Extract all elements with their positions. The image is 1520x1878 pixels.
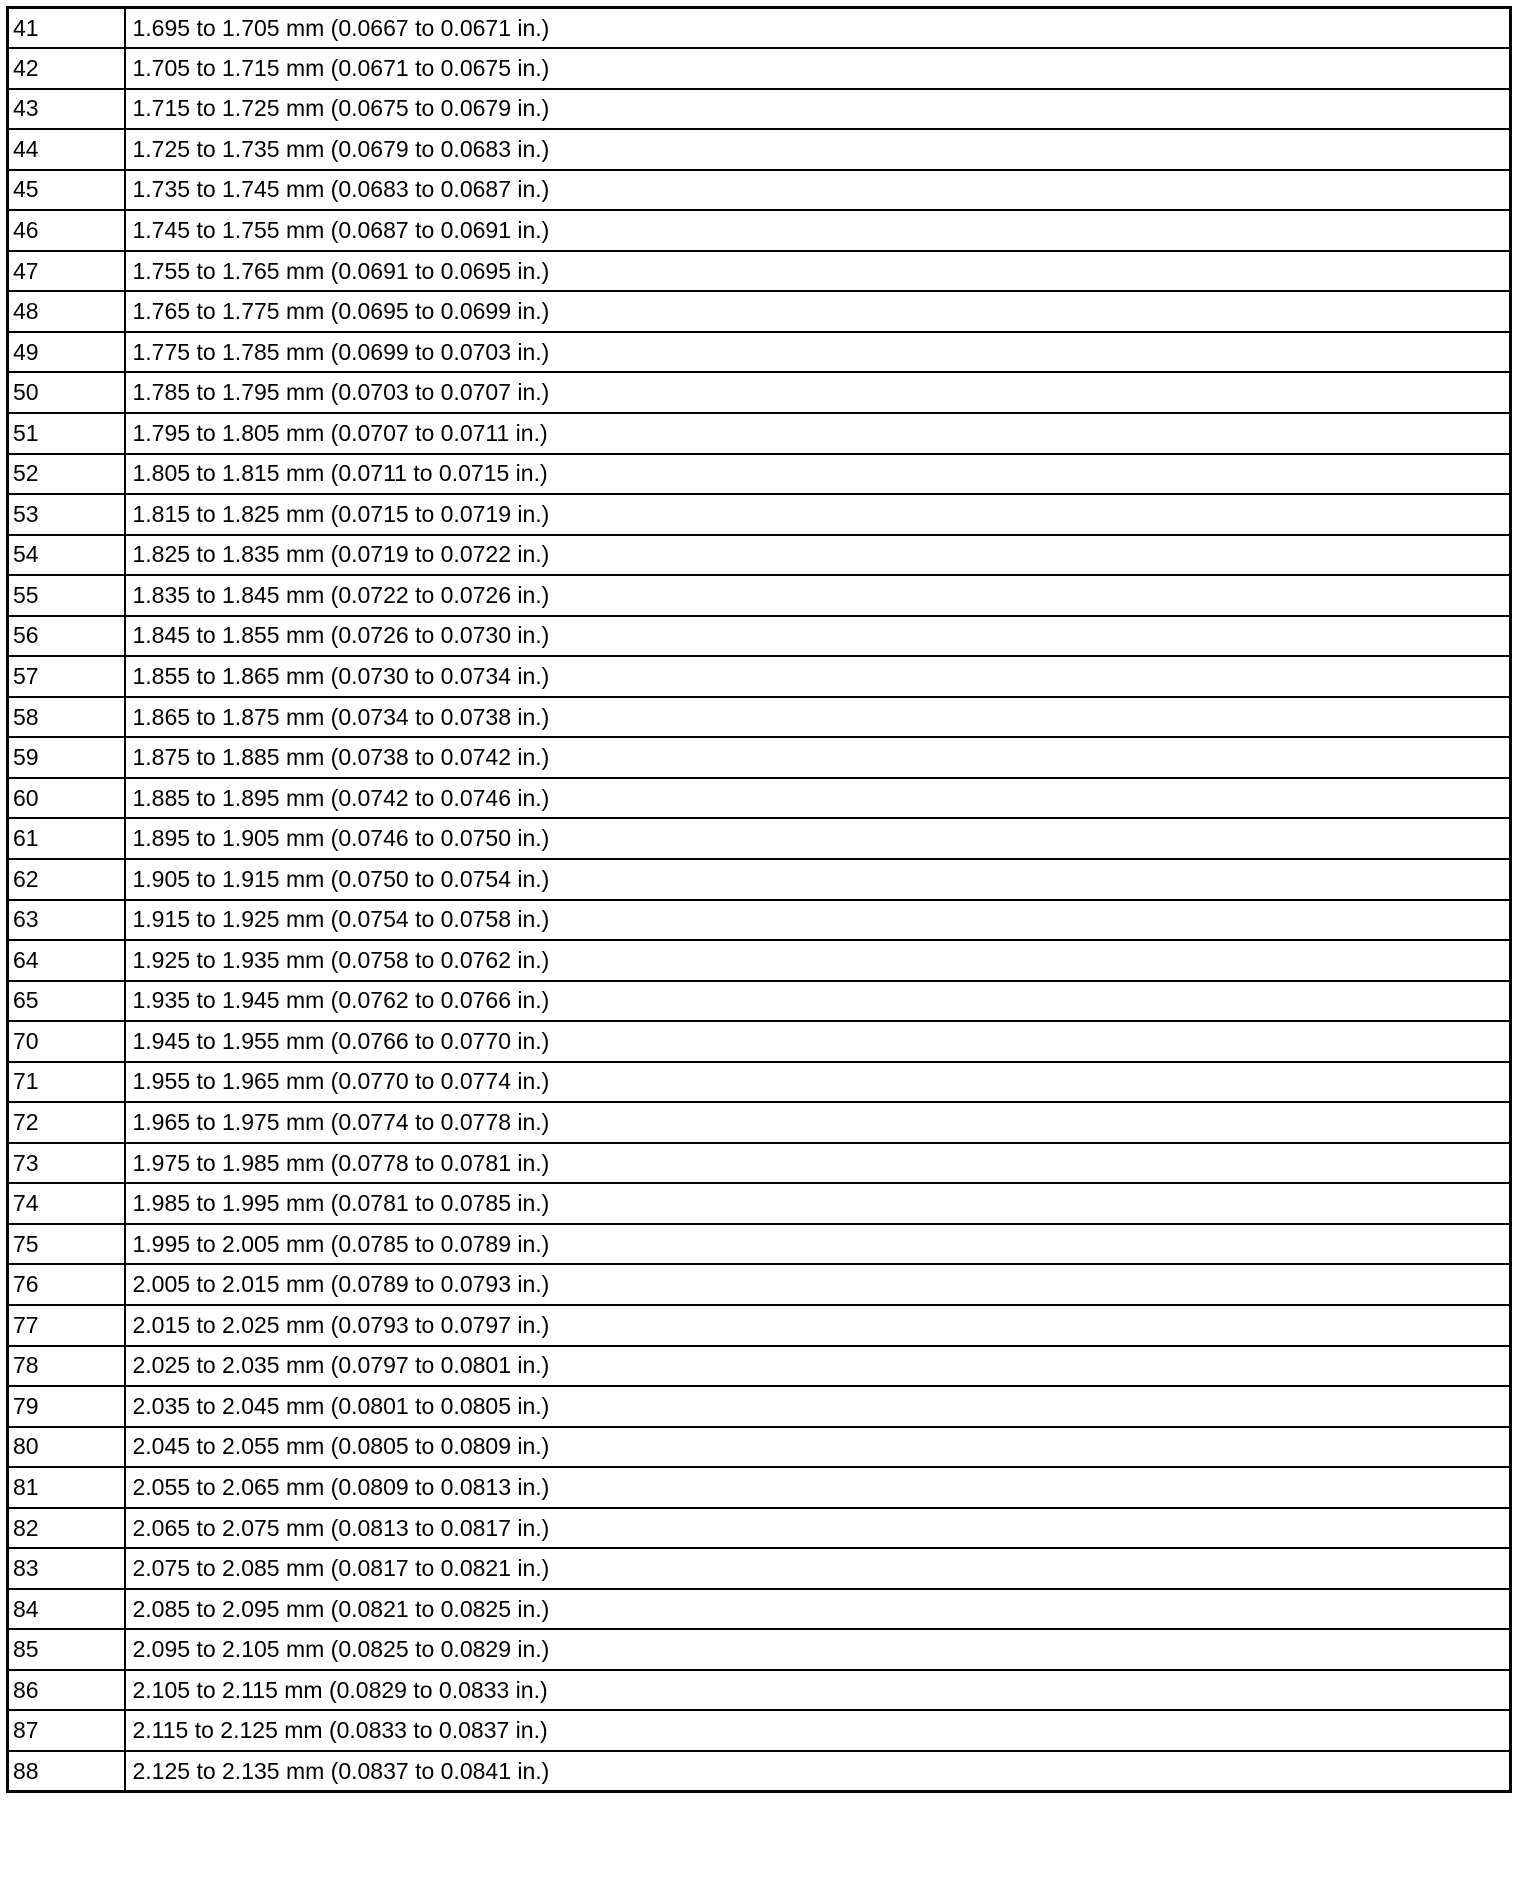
- mark-number-cell: 64: [8, 940, 125, 981]
- mark-number-cell: 41: [8, 8, 125, 49]
- table-row: [8, 1670, 1511, 1711]
- mark-number-cell: 71: [8, 1062, 125, 1103]
- table-row: [8, 1386, 1511, 1427]
- mark-number-cell: 80: [8, 1427, 125, 1468]
- table-row: [8, 251, 1511, 292]
- thickness-range-cell: 1.965 to 1.975 mm (0.0774 to 0.0778 in.): [125, 1102, 1511, 1143]
- thickness-table: [6, 6, 1512, 1793]
- mark-number-cell: 48: [8, 291, 125, 332]
- thickness-range-cell: 1.835 to 1.845 mm (0.0722 to 0.0726 in.): [125, 575, 1511, 616]
- thickness-range-cell: 2.035 to 2.045 mm (0.0801 to 0.0805 in.): [125, 1386, 1511, 1427]
- thickness-range-cell: 1.695 to 1.705 mm (0.0667 to 0.0671 in.): [125, 8, 1511, 49]
- table-row: [8, 1062, 1511, 1103]
- mark-number-cell: 79: [8, 1386, 125, 1427]
- thickness-range-cell: 1.985 to 1.995 mm (0.0781 to 0.0785 in.): [125, 1183, 1511, 1224]
- table-row: [8, 575, 1511, 616]
- mark-number-cell: 50: [8, 372, 125, 413]
- thickness-range-cell: 2.025 to 2.035 mm (0.0797 to 0.0801 in.): [125, 1346, 1511, 1387]
- mark-number-cell: 47: [8, 251, 125, 292]
- table-row: [8, 981, 1511, 1022]
- thickness-range-cell: 2.115 to 2.125 mm (0.0833 to 0.0837 in.): [125, 1710, 1511, 1751]
- table-row: [8, 535, 1511, 576]
- table-row: [8, 210, 1511, 251]
- table-row: [8, 291, 1511, 332]
- mark-number-cell: 61: [8, 818, 125, 859]
- thickness-range-cell: 2.125 to 2.135 mm (0.0837 to 0.0841 in.): [125, 1751, 1511, 1792]
- table-row: [8, 1183, 1511, 1224]
- table-row: [8, 89, 1511, 130]
- thickness-range-cell: 1.825 to 1.835 mm (0.0719 to 0.0722 in.): [125, 535, 1511, 576]
- mark-number-cell: 44: [8, 129, 125, 170]
- thickness-range-cell: 1.905 to 1.915 mm (0.0750 to 0.0754 in.): [125, 859, 1511, 900]
- table-row: [8, 1629, 1511, 1670]
- table-row: [8, 1264, 1511, 1305]
- thickness-range-cell: 1.815 to 1.825 mm (0.0715 to 0.0719 in.): [125, 494, 1511, 535]
- thickness-range-cell: 2.105 to 2.115 mm (0.0829 to 0.0833 in.): [125, 1670, 1511, 1711]
- table-row: [8, 1143, 1511, 1184]
- thickness-range-cell: 2.045 to 2.055 mm (0.0805 to 0.0809 in.): [125, 1427, 1511, 1468]
- table-row: [8, 1021, 1511, 1062]
- table-row: [8, 697, 1511, 738]
- mark-number-cell: 43: [8, 89, 125, 130]
- thickness-range-cell: 1.955 to 1.965 mm (0.0770 to 0.0774 in.): [125, 1062, 1511, 1103]
- thickness-range-cell: 1.925 to 1.935 mm (0.0758 to 0.0762 in.): [125, 940, 1511, 981]
- spec-sheet: [6, 6, 1512, 1872]
- thickness-range-cell: 1.945 to 1.955 mm (0.0766 to 0.0770 in.): [125, 1021, 1511, 1062]
- table-row: [8, 737, 1511, 778]
- mark-number-cell: 83: [8, 1548, 125, 1589]
- mark-number-cell: 57: [8, 656, 125, 697]
- table-row: [8, 8, 1511, 49]
- table-row: [8, 818, 1511, 859]
- mark-number-cell: 46: [8, 210, 125, 251]
- table-row: [8, 1467, 1511, 1508]
- mark-number-cell: 58: [8, 697, 125, 738]
- mark-number-cell: 55: [8, 575, 125, 616]
- table-row: [8, 616, 1511, 657]
- mark-number-cell: 86: [8, 1670, 125, 1711]
- table-row: [8, 1589, 1511, 1630]
- mark-number-cell: 62: [8, 859, 125, 900]
- mark-number-cell: 53: [8, 494, 125, 535]
- table-row: [8, 1346, 1511, 1387]
- thickness-range-cell: 1.765 to 1.775 mm (0.0695 to 0.0699 in.): [125, 291, 1511, 332]
- thickness-range-cell: 1.895 to 1.905 mm (0.0746 to 0.0750 in.): [125, 818, 1511, 859]
- mark-number-cell: 76: [8, 1264, 125, 1305]
- thickness-range-cell: 2.055 to 2.065 mm (0.0809 to 0.0813 in.): [125, 1467, 1511, 1508]
- thickness-range-cell: 1.805 to 1.815 mm (0.0711 to 0.0715 in.): [125, 454, 1511, 495]
- table-row: [8, 454, 1511, 495]
- thickness-range-cell: 1.755 to 1.765 mm (0.0691 to 0.0695 in.): [125, 251, 1511, 292]
- thickness-range-cell: 1.855 to 1.865 mm (0.0730 to 0.0734 in.): [125, 656, 1511, 697]
- table-row: [8, 372, 1511, 413]
- table-row: [8, 1508, 1511, 1549]
- mark-number-cell: 65: [8, 981, 125, 1022]
- table-row: [8, 129, 1511, 170]
- table-row: [8, 1548, 1511, 1589]
- table-row: [8, 1224, 1511, 1265]
- thickness-range-cell: 1.975 to 1.985 mm (0.0778 to 0.0781 in.): [125, 1143, 1511, 1184]
- table-row: [8, 859, 1511, 900]
- mark-number-cell: 84: [8, 1589, 125, 1630]
- mark-number-cell: 45: [8, 170, 125, 211]
- thickness-range-cell: 2.095 to 2.105 mm (0.0825 to 0.0829 in.): [125, 1629, 1511, 1670]
- mark-number-cell: 77: [8, 1305, 125, 1346]
- thickness-range-cell: 2.005 to 2.015 mm (0.0789 to 0.0793 in.): [125, 1264, 1511, 1305]
- table-row: [8, 1710, 1511, 1751]
- mark-number-cell: 82: [8, 1508, 125, 1549]
- table-row: [8, 1102, 1511, 1143]
- thickness-range-cell: 1.735 to 1.745 mm (0.0683 to 0.0687 in.): [125, 170, 1511, 211]
- mark-number-cell: 63: [8, 900, 125, 941]
- table-row: [8, 940, 1511, 981]
- mark-number-cell: 74: [8, 1183, 125, 1224]
- table-row: [8, 48, 1511, 89]
- thickness-range-cell: 1.715 to 1.725 mm (0.0675 to 0.0679 in.): [125, 89, 1511, 130]
- table-row: [8, 1305, 1511, 1346]
- mark-number-cell: 87: [8, 1710, 125, 1751]
- mark-number-cell: 56: [8, 616, 125, 657]
- thickness-range-cell: 1.725 to 1.735 mm (0.0679 to 0.0683 in.): [125, 129, 1511, 170]
- thickness-range-cell: 2.085 to 2.095 mm (0.0821 to 0.0825 in.): [125, 1589, 1511, 1630]
- thickness-range-cell: 1.745 to 1.755 mm (0.0687 to 0.0691 in.): [125, 210, 1511, 251]
- mark-number-cell: 72: [8, 1102, 125, 1143]
- thickness-range-cell: 1.775 to 1.785 mm (0.0699 to 0.0703 in.): [125, 332, 1511, 373]
- thickness-range-cell: 1.795 to 1.805 mm (0.0707 to 0.0711 in.): [125, 413, 1511, 454]
- table-row: [8, 494, 1511, 535]
- mark-number-cell: 75: [8, 1224, 125, 1265]
- mark-number-cell: 78: [8, 1346, 125, 1387]
- mark-number-cell: 70: [8, 1021, 125, 1062]
- mark-number-cell: 60: [8, 778, 125, 819]
- table-row: [8, 656, 1511, 697]
- table-row: [8, 332, 1511, 373]
- table-body: [8, 8, 1511, 1792]
- table-row: [8, 1751, 1511, 1792]
- thickness-range-cell: 1.995 to 2.005 mm (0.0785 to 0.0789 in.): [125, 1224, 1511, 1265]
- mark-number-cell: 85: [8, 1629, 125, 1670]
- mark-number-cell: 81: [8, 1467, 125, 1508]
- thickness-range-cell: 1.705 to 1.715 mm (0.0671 to 0.0675 in.): [125, 48, 1511, 89]
- thickness-range-cell: 1.885 to 1.895 mm (0.0742 to 0.0746 in.): [125, 778, 1511, 819]
- table-row: [8, 413, 1511, 454]
- table-row: [8, 778, 1511, 819]
- mark-number-cell: 52: [8, 454, 125, 495]
- table-row: [8, 170, 1511, 211]
- thickness-range-cell: 1.875 to 1.885 mm (0.0738 to 0.0742 in.): [125, 737, 1511, 778]
- thickness-range-cell: 1.845 to 1.855 mm (0.0726 to 0.0730 in.): [125, 616, 1511, 657]
- mark-number-cell: 51: [8, 413, 125, 454]
- mark-number-cell: 88: [8, 1751, 125, 1792]
- table-row: [8, 1427, 1511, 1468]
- thickness-range-cell: 2.065 to 2.075 mm (0.0813 to 0.0817 in.): [125, 1508, 1511, 1549]
- thickness-range-cell: 2.075 to 2.085 mm (0.0817 to 0.0821 in.): [125, 1548, 1511, 1589]
- mark-number-cell: 49: [8, 332, 125, 373]
- thickness-range-cell: 1.865 to 1.875 mm (0.0734 to 0.0738 in.): [125, 697, 1511, 738]
- mark-number-cell: 59: [8, 737, 125, 778]
- mark-number-cell: 54: [8, 535, 125, 576]
- thickness-range-cell: 2.015 to 2.025 mm (0.0793 to 0.0797 in.): [125, 1305, 1511, 1346]
- mark-number-cell: 73: [8, 1143, 125, 1184]
- table-row: [8, 900, 1511, 941]
- thickness-range-cell: 1.915 to 1.925 mm (0.0754 to 0.0758 in.): [125, 900, 1511, 941]
- thickness-range-cell: 1.935 to 1.945 mm (0.0762 to 0.0766 in.): [125, 981, 1511, 1022]
- mark-number-cell: 42: [8, 48, 125, 89]
- thickness-range-cell: 1.785 to 1.795 mm (0.0703 to 0.0707 in.): [125, 372, 1511, 413]
